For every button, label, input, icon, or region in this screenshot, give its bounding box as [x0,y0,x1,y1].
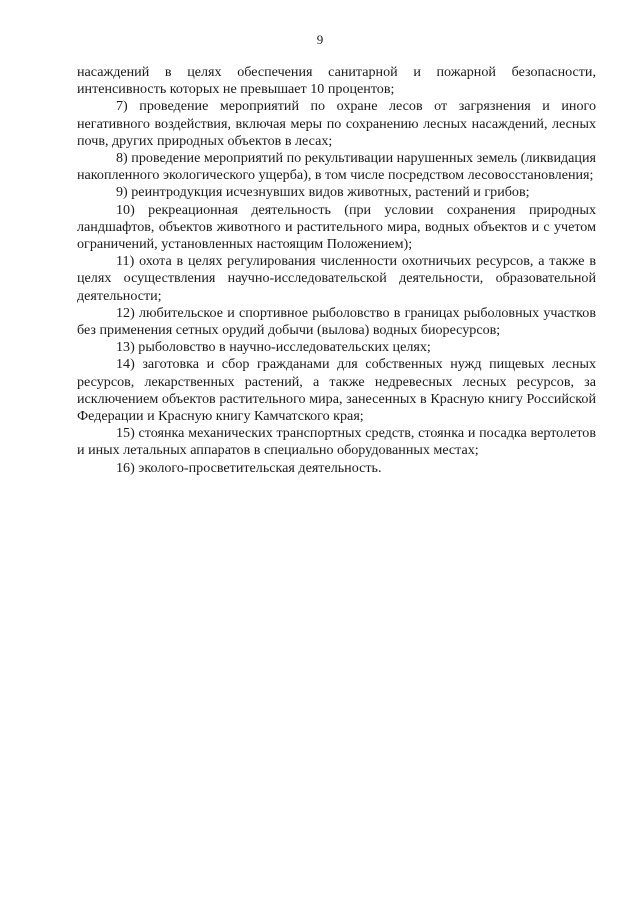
list-item-10: 10) рекреационная деятельность (при условии сохранения природных ландшафтов, объектов животного и растительного мира, водных объектов и с учетом ограничений, установленных настоящим Положением); [77,201,596,253]
list-item-9: 9) реинтродукция исчезнувших видов животных, растений и грибов; [116,184,530,201]
list-item-15: 15) стоянка механических транспортных средств, стоянка и посадка вертолетов и иных летальных аппаратов в специально оборудованных местах; [77,425,596,459]
list-item-16: 16) эколого-просветительская деятельность. [116,459,382,476]
paragraph-continuation: насаждений в целях обеспечения санитарной и пожарной безопасности, интенсивность которых не превышает 10 процентов; [77,64,596,98]
list-item-8: 8) проведение мероприятий по рекультивации нарушенных земель (ликвидация накопленного экологического ущерба), в том числе посредством лесовосстановления; [77,150,596,184]
list-item-11: 11) охота в целях регулирования численности охотничьих ресурсов, а также в целях осуществления научно-исследовательской деятельности, образовательной деятельности; [77,253,596,304]
page-number: 9 [316,32,324,47]
list-item-12: 12) любительское и спортивное рыболовство в границах рыболовных участков без применения сетных орудий добычи (вылова) водных биоресурсов; [77,304,596,339]
list-item-14: 14) заготовка и сбор гражданами для собственных нужд пищевых лесных ресурсов, лекарственных растений, а также недревесных лесных ресурсов, за исключением объектов растительного мира, занесенных в Красную книгу Российской Федерации и Красную книгу Камчатского края; [77,356,596,425]
document-body [77,64,596,477]
list-item-13: 13) рыболовство в научно-исследовательских целях; [116,339,431,356]
list-item-7: 7) проведение мероприятий по охране лесов от загрязнения и иного негативного воздействия, включая меры по сохранению лесных насаждений, лесных почв, других природных объектов в лесах; [77,98,596,149]
